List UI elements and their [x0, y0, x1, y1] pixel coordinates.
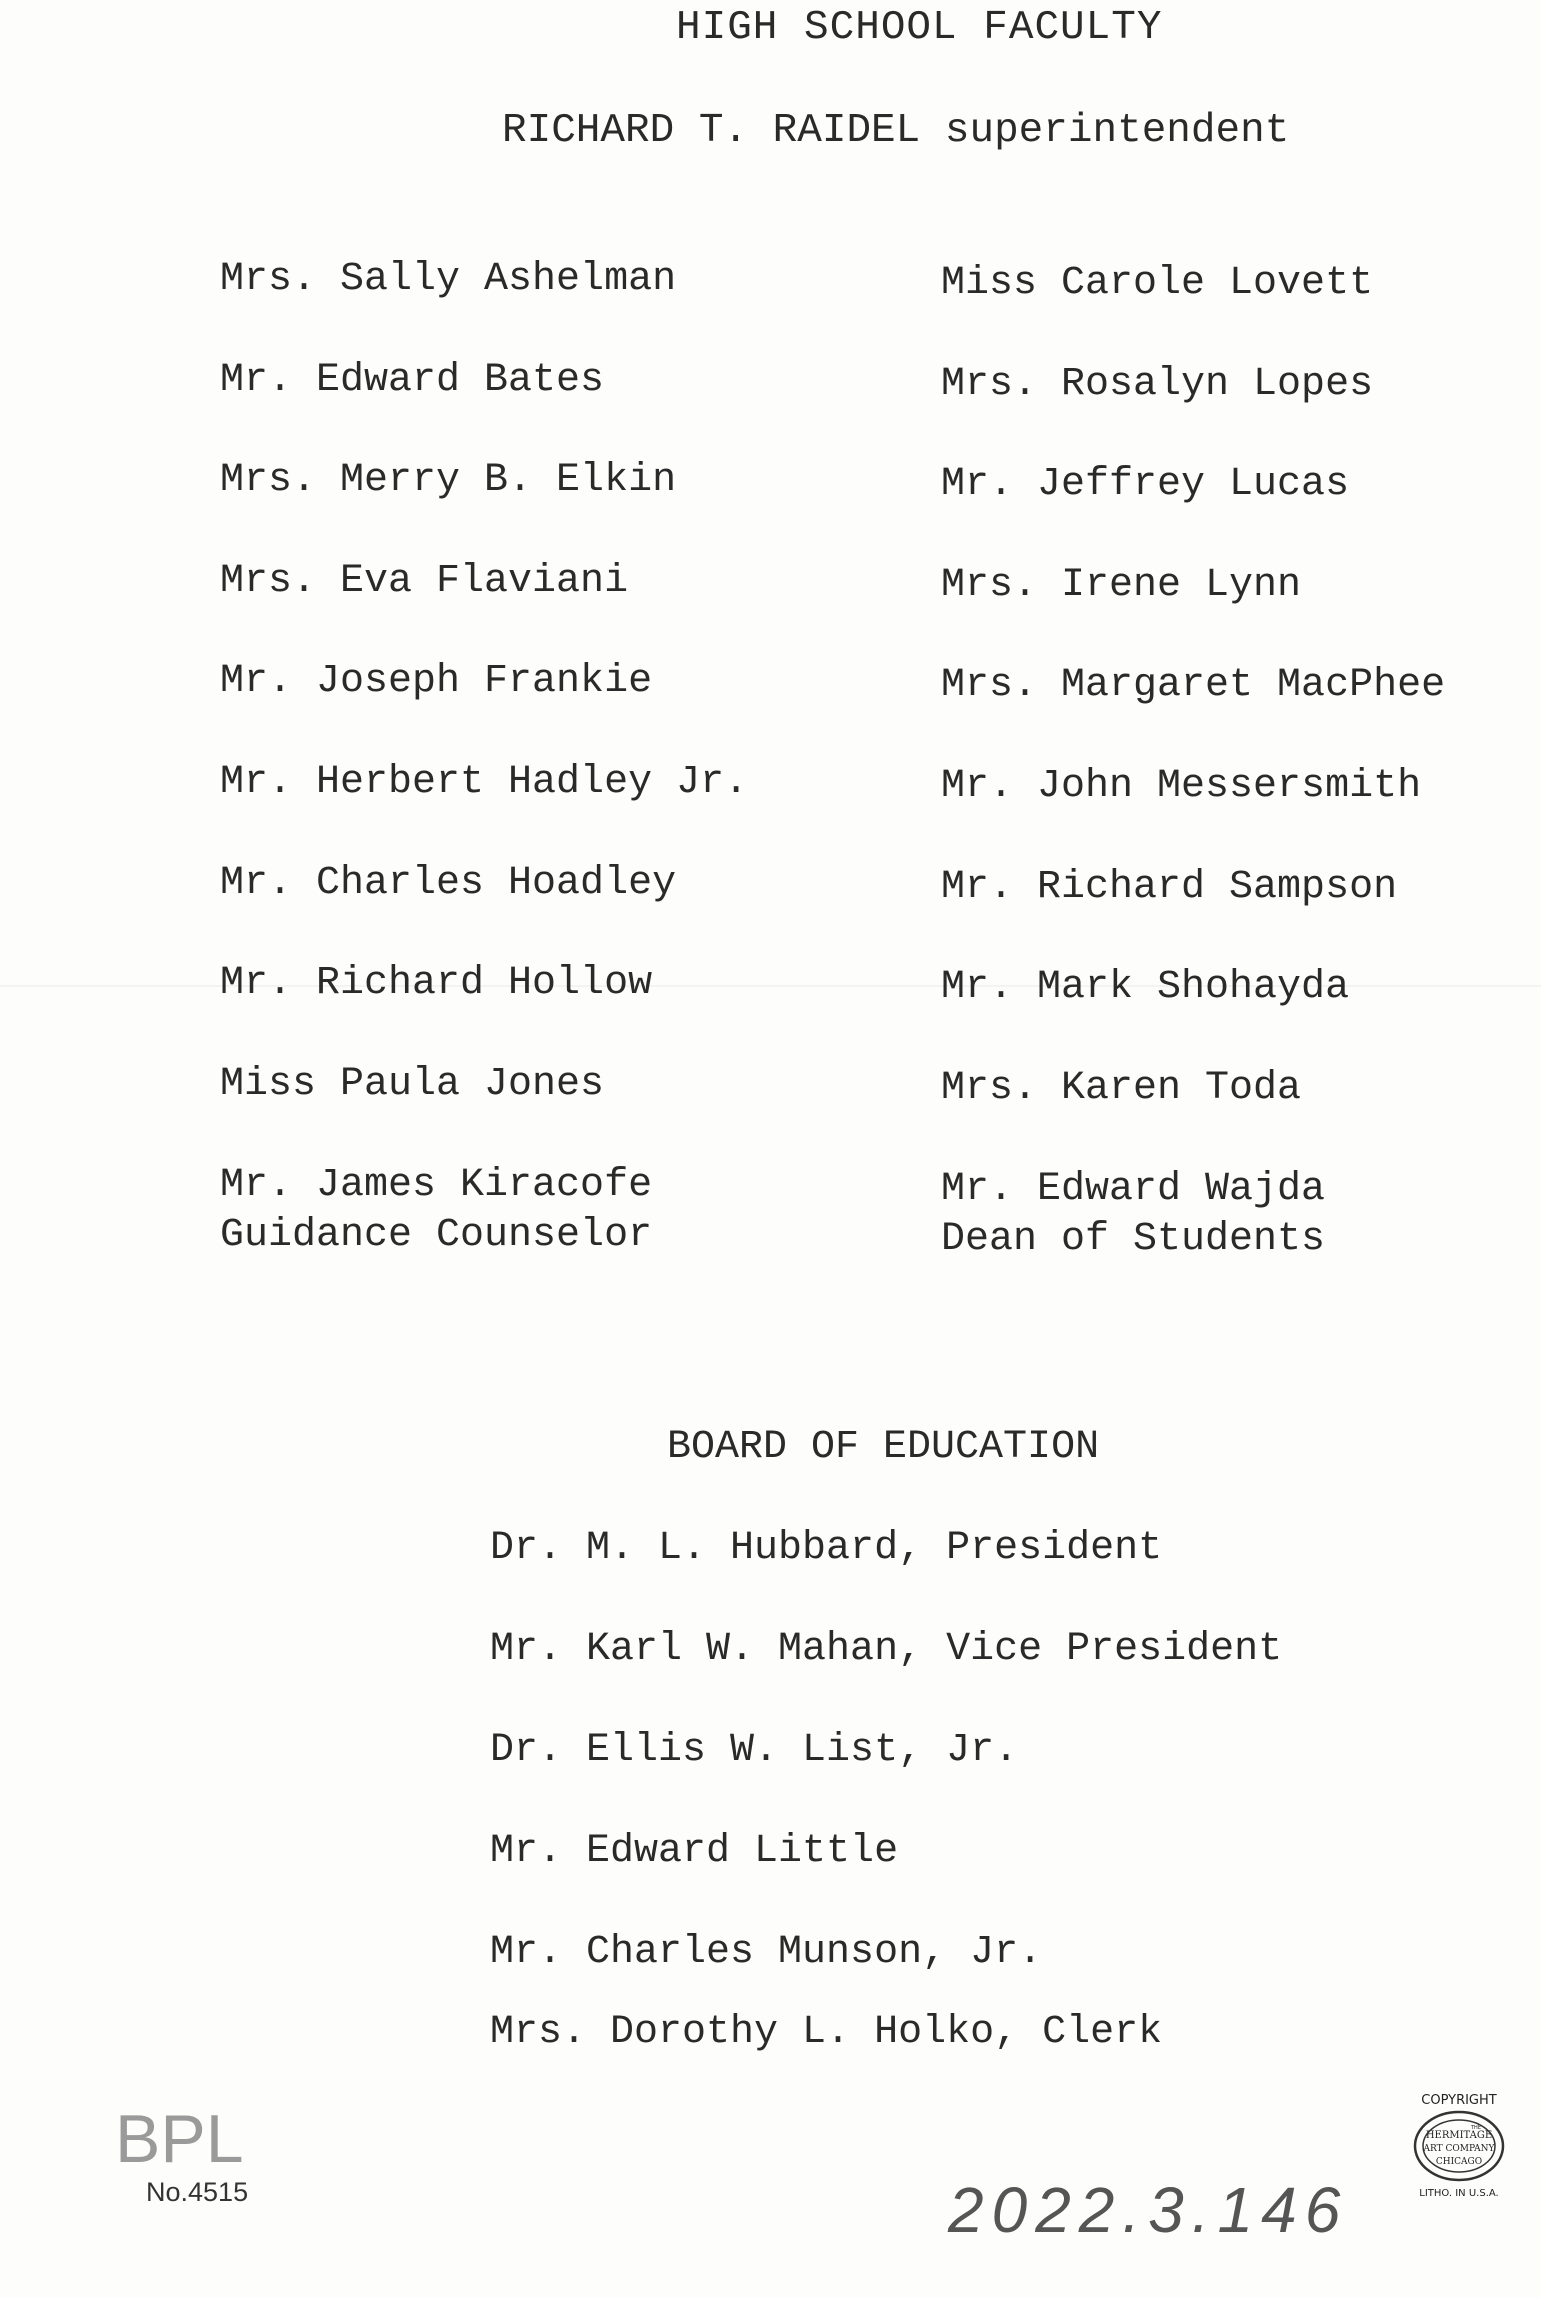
faculty-column-left [220, 256, 900, 1262]
dean-name: Mr. Edward Wajda [941, 1167, 1326, 1213]
faculty-member: Miss Paula Jones [220, 1061, 605, 1107]
faculty-member: Mrs. Karen Toda [941, 1065, 1302, 1111]
faculty-member: Mr. Mark Shohayda [941, 965, 1350, 1011]
copyright-seal-logo [1384, 2086, 1534, 2206]
faculty-member: Mrs. Rosalyn Lopes [941, 361, 1374, 407]
seal-the-text: THE [1471, 2125, 1481, 2131]
counselor-role: Guidance Counselor [220, 1213, 653, 1259]
seal-line3: CHICAGO [1435, 2157, 1483, 2167]
board-member: Dr. Ellis W. List, Jr. [490, 1728, 1019, 1773]
faculty-column-right [941, 260, 1541, 1266]
faculty-member: Mrs. Eva Flaviani [220, 558, 629, 604]
faculty-member: Mr. John Messersmith [941, 763, 1422, 809]
faculty-member: Mrs. Sally Ashelman [220, 257, 677, 302]
seal-line2: ART COMPANY [1423, 2144, 1495, 2154]
board-title: BOARD OF EDUCATION [667, 1425, 1100, 1470]
faculty-member: Mr. Herbert Hadley Jr. [220, 759, 749, 805]
library-stamp-number: No.4515 [146, 2177, 249, 2207]
board-member: Dr. M. L. Hubbard, President [490, 1526, 1163, 1571]
board-members-list [490, 1525, 1282, 2110]
faculty-member: Miss Carole Lovett [941, 261, 1374, 306]
seal-bottom-text: LITHO. IN U.S.A. [1419, 2188, 1499, 2199]
faculty-member: Mrs. Irene Lynn [941, 562, 1302, 608]
faculty-member: Mr. Joseph Frankie [220, 659, 653, 705]
faculty-member: Mr. Charles Hoadley [220, 860, 677, 906]
handwritten-accession-number: 2022.3.146 [948, 2174, 1349, 2246]
board-member: Mr. Edward Little [490, 1829, 899, 1874]
faculty-member: Mr. Edward Bates [220, 357, 605, 403]
seal-top-text: COPYRIGHT [1421, 2093, 1497, 2108]
faculty-member: Mr. Richard Hollow [220, 961, 653, 1007]
faculty-member: Mr. Richard Sampson [941, 864, 1398, 910]
guidance-counselor-entry [220, 1161, 900, 1262]
board-member: Mr. Charles Munson, Jr. [490, 1930, 1043, 1975]
faculty-member: Mr. Jeffrey Lucas [941, 462, 1350, 508]
page-title: HIGH SCHOOL FACULTY [676, 5, 1163, 51]
library-stamp: BPL [115, 2101, 244, 2177]
dean-role: Dean of Students [941, 1217, 1326, 1263]
seal-line1: HERMITAGE [1425, 2130, 1493, 2141]
faculty-member: Mrs. Margaret MacPhee [941, 663, 1446, 709]
board-member: Mrs. Dorothy L. Holko, Clerk [490, 2010, 1163, 2055]
dean-entry [941, 1165, 1541, 1266]
superintendent-line: RICHARD T. RAIDEL superintendent [502, 108, 1290, 154]
board-member: Mr. Karl W. Mahan, Vice President [490, 1627, 1283, 1672]
faculty-member: Mrs. Merry B. Elkin [220, 458, 677, 504]
counselor-name: Mr. James Kiracofe [220, 1163, 653, 1209]
